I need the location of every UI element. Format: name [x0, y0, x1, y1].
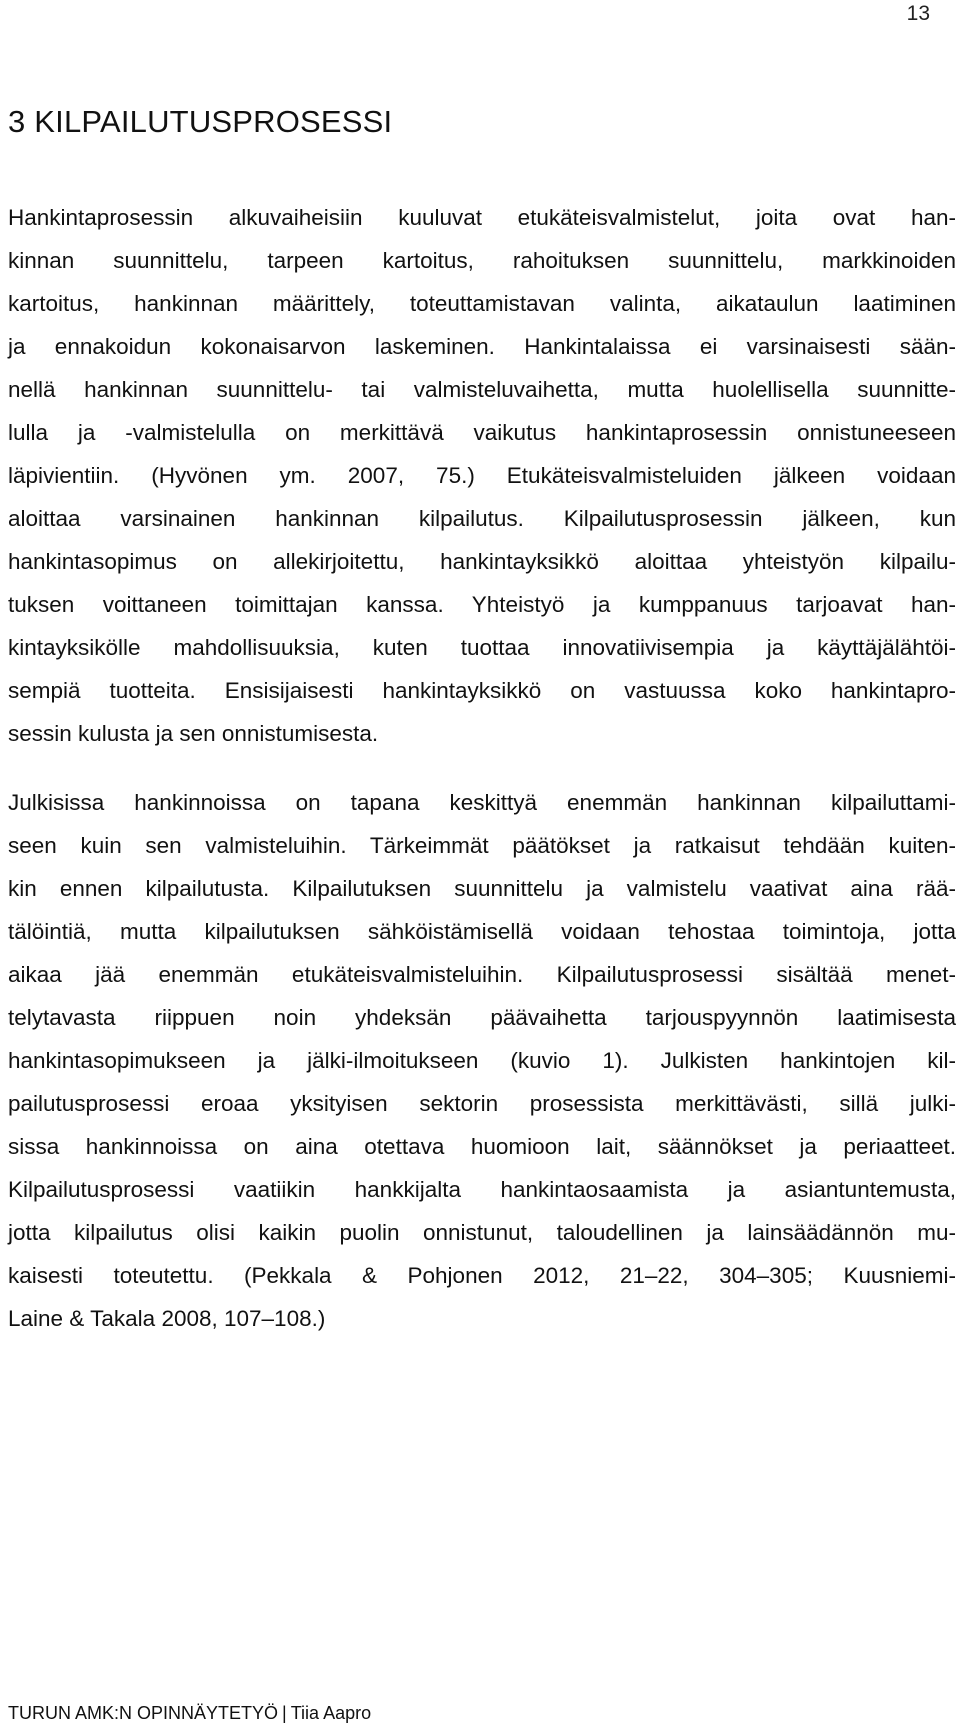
text-line: kartoitus, hankinnan määrittely, toteuttamistavan valinta, aikataulun laatiminen [8, 291, 956, 316]
footer-institution: TURUN AMK:N OPINNÄYTETYÖ [8, 1703, 279, 1723]
text-line: Julkisissa hankinnoissa on tapana keskittyä enemmän hankinnan kilpailuttami- [8, 790, 956, 815]
chapter-heading: 3 KILPAILUTUSPROSESSI [8, 104, 393, 139]
text-line: läpivientiin. (Hyvönen ym. 2007, 75.) Etukäteisvalmisteluiden jälkeen voidaan [8, 463, 956, 488]
page-footer [8, 1703, 371, 1724]
text-line: ja ennakoidun kokonaisarvon laskeminen. Hankintalaissa ei varsinaisesti sään- [8, 334, 956, 359]
text-line: sempiä tuotteita. Ensisijaisesti hankintayksikkö on vastuussa koko hankintapro- [8, 678, 956, 703]
text-line: kintayksikölle mahdollisuuksia, kuten tuottaa innovatiivisempia ja käyttäjälähtöi- [8, 635, 956, 660]
text-line: tuksen voittaneen toimittajan kanssa. Yhteistyö ja kumppanuus tarjoavat han- [8, 592, 956, 617]
footer-author: Tiia Aapro [290, 1703, 372, 1723]
text-line: kinnan suunnittelu, tarpeen kartoitus, rahoituksen suunnittelu, markkinoiden [8, 248, 956, 273]
page-number: 13 [906, 2, 930, 25]
text-line: seen kuin sen valmisteluihin. Tärkeimmät päätökset ja ratkaisut tehdään kuiten- [8, 833, 956, 858]
text-line: pailutusprosessi eroaa yksityisen sektorin prosessista merkittävästi, sillä julki- [8, 1091, 956, 1116]
text-line: Laine & Takala 2008, 107–108.) [8, 1306, 326, 1331]
text-line: kin ennen kilpailutusta. Kilpailutuksen suunnittelu ja valmistelu vaativat aina rää- [8, 876, 956, 901]
text-line: lulla ja -valmistelulla on merkittävä vaikutus hankintaprosessin onnistuneeseen [8, 420, 956, 445]
text-line: tälöintiä, mutta kilpailutuksen sähköistämisellä voidaan tehostaa toimintoja, jotta [8, 919, 956, 944]
text-line: sessin kulusta ja sen onnistumisesta. [8, 721, 379, 746]
text-line: telytavasta riippuen noin yhdeksän päävaihetta tarjouspyynnön laatimisesta [8, 1005, 956, 1030]
text-line: aikaa jää enemmän etukäteisvalmisteluihin. Kilpailutusprosessi sisältää menet- [8, 962, 956, 987]
text-line: sissa hankinnoissa on aina otettava huomioon lait, säännökset ja periaatteet. [8, 1134, 956, 1159]
text-line: hankintasopimus on allekirjoitettu, hankintayksikkö aloittaa yhteistyön kilpailu- [8, 549, 956, 574]
text-line: hankintasopimukseen ja jälki-ilmoitukseen (kuvio 1). Julkisten hankintojen kil- [8, 1048, 956, 1073]
text-line: jotta kilpailutus olisi kaikin puolin onnistunut, taloudellinen ja lainsäädännön mu- [8, 1220, 956, 1245]
text-line: Kilpailutusprosessi vaatiikin hankkijalta hankintaosaamista ja asiantuntemusta, [8, 1177, 956, 1202]
text-line: Hankintaprosessin alkuvaiheisiin kuuluvat etukäteisvalmistelut, joita ovat han- [8, 205, 956, 230]
text-line: aloittaa varsinainen hankinnan kilpailutus. Kilpailutusprosessin jälkeen, kun [8, 506, 956, 531]
text-line: kaisesti toteutettu. (Pekkala & Pohjonen 2012, 21–22, 304–305; Kuusniemi- [8, 1263, 956, 1288]
text-line: nellä hankinnan suunnittelu- tai valmisteluvaihetta, mutta huolellisella suunnitte- [8, 377, 956, 402]
footer-separator: | [282, 1703, 287, 1723]
